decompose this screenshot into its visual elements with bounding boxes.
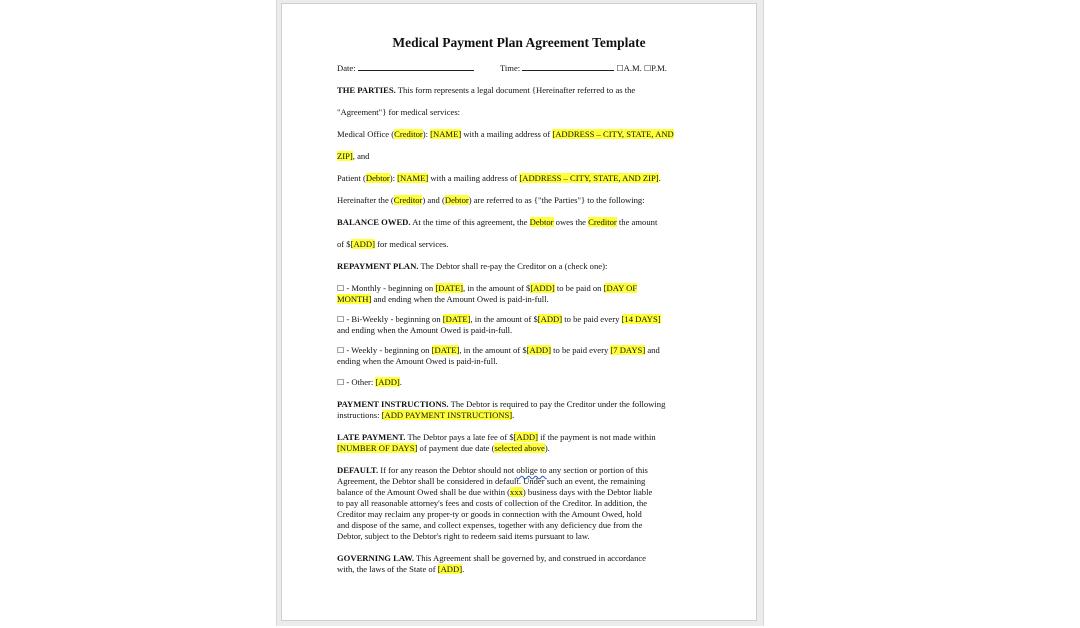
office-name-field[interactable]: [NAME] xyxy=(430,129,462,139)
payment-instructions-heading: PAYMENT INSTRUCTIONS. xyxy=(337,399,449,409)
creditor-field[interactable]: Creditor xyxy=(394,129,423,139)
balance-line-1 xyxy=(337,217,657,227)
selected-above-field[interactable]: selected above xyxy=(494,443,545,453)
day-of-month-field[interactable]: MONTH] xyxy=(337,294,372,304)
text: , in the amount of $ xyxy=(470,314,538,324)
text: The Debtor is required to pay the Creditor under the following xyxy=(448,399,666,409)
text: Medical Office ( xyxy=(337,129,395,139)
text: If for any reason the Debtor should not xyxy=(378,465,517,475)
text: At the time of this agreement, the xyxy=(410,217,530,227)
office-address-field[interactable]: ZIP] xyxy=(337,151,353,161)
text: ) business days with the Debtor liable xyxy=(522,487,653,497)
governing-law-heading: GOVERNING LAW. xyxy=(337,553,415,563)
text: - Other: xyxy=(344,377,376,387)
monthly-checkbox[interactable]: ☐ xyxy=(337,284,345,293)
text: and ending when the Amount Owed is paid-in-full. xyxy=(337,325,513,335)
text: , and xyxy=(352,151,370,161)
debtor-field[interactable]: Debtor xyxy=(444,195,469,205)
time-label: Time: xyxy=(499,63,521,73)
text: The Debtor pays a late fee of $ xyxy=(405,432,514,442)
late-payment-heading: LATE PAYMENT. xyxy=(337,432,406,442)
biweekly-amount-field[interactable]: [ADD] xyxy=(537,314,563,324)
medical-office-line-2 xyxy=(337,151,369,161)
default-section xyxy=(337,465,709,542)
text: ) and ( xyxy=(422,195,445,205)
text: any section or portion of this xyxy=(546,465,648,475)
date-time-line xyxy=(337,63,667,73)
text: with, the laws of the State of xyxy=(337,564,438,574)
late-days-field[interactable]: [NUMBER OF DAYS] xyxy=(337,443,418,453)
office-address-field[interactable]: [ADDRESS – CITY, STATE, AND xyxy=(552,129,674,139)
text: with a mailing address of xyxy=(428,173,520,183)
biweekly-date-field[interactable]: [DATE] xyxy=(442,314,471,324)
weekly-checkbox[interactable]: ☐ xyxy=(337,346,345,355)
payment-instructions xyxy=(337,399,709,421)
default-heading: DEFAULT. xyxy=(337,465,379,475)
repayment-heading: REPAYMENT PLAN. xyxy=(337,261,419,271)
text: Patient ( xyxy=(337,173,366,183)
monthly-option xyxy=(337,283,709,305)
document-page xyxy=(281,3,757,621)
late-fee-field[interactable]: [ADD] xyxy=(513,432,538,442)
text: . xyxy=(399,377,402,387)
text: . xyxy=(462,564,465,574)
text: . xyxy=(512,410,515,420)
pm-checkbox[interactable]: ☐ xyxy=(643,64,652,73)
monthly-date-field[interactable]: [DATE] xyxy=(435,283,464,293)
day-of-month-field[interactable]: [DAY OF xyxy=(603,283,638,293)
balance-heading: BALANCE OWED. xyxy=(337,217,411,227)
creditor-field[interactable]: Creditor xyxy=(588,217,617,227)
creditor-field[interactable]: Creditor xyxy=(393,195,423,205)
text: , in the amount of $ xyxy=(459,345,527,355)
debtor-field[interactable]: Debtor xyxy=(365,173,390,183)
biweekly-days-field[interactable]: [14 DAYS] xyxy=(621,314,661,324)
weekly-option xyxy=(337,345,709,367)
other-option xyxy=(337,377,402,387)
debtor-field[interactable]: Debtor xyxy=(529,217,554,227)
text: of $ xyxy=(337,239,351,249)
spellcheck-word: oblige to xyxy=(516,465,547,475)
pm-label: P.M. xyxy=(651,63,667,73)
text: to pay all reasonable attorney's fees and costs of collection of the Creditor. In addition, the xyxy=(337,498,648,508)
parties-heading: THE PARTIES. xyxy=(337,85,396,95)
text: Hereinafter the ( xyxy=(337,195,394,205)
parties-line-2 xyxy=(337,107,460,117)
text: - Weekly - beginning on xyxy=(344,345,432,355)
date-label: Date: xyxy=(337,63,356,73)
parties-text: "Agreement"} for medical services: xyxy=(337,107,461,117)
state-field[interactable]: [ADD] xyxy=(437,564,463,574)
text: balance of the Amount Owed shall be due within ( xyxy=(337,487,511,497)
date-field[interactable] xyxy=(358,63,474,71)
payment-instructions-field[interactable]: [ADD PAYMENT INSTRUCTIONS] xyxy=(381,410,513,420)
text: with a mailing address of xyxy=(461,129,553,139)
text: to be paid every xyxy=(562,314,622,324)
late-payment xyxy=(337,432,709,454)
text: to be paid on xyxy=(554,283,604,293)
medical-office-line xyxy=(337,129,674,139)
repayment-line xyxy=(337,261,607,271)
text: ending when the Amount Owed is paid-in-full. xyxy=(337,356,498,366)
text: and dispose of the same, and collect expenses, together with any deficiency due from the xyxy=(337,520,643,530)
weekly-amount-field[interactable]: [ADD] xyxy=(526,345,551,355)
weekly-date-field[interactable]: [DATE] xyxy=(431,345,460,355)
text: Debtor, subject to the Debtor's right to redeem said items pursuant to law. xyxy=(337,531,590,541)
text: and ending when the Amount Owed is paid-in-full. xyxy=(371,294,549,304)
governing-law xyxy=(337,553,709,575)
text: The Debtor shall re-pay the Creditor on a (check one): xyxy=(418,261,608,271)
text: to be paid every xyxy=(550,345,611,355)
other-checkbox[interactable]: ☐ xyxy=(337,378,345,387)
text: of payment due date ( xyxy=(417,443,495,453)
biweekly-option xyxy=(337,314,709,336)
text: for medical services. xyxy=(374,239,449,249)
balance-line-2 xyxy=(337,239,448,249)
weekly-days-field[interactable]: [7 DAYS] xyxy=(610,345,646,355)
am-checkbox[interactable]: ☐ xyxy=(616,64,624,73)
text: ). xyxy=(544,443,550,453)
text: Creditor may reclaim any proper-ty or goods in connection with the Amount Owed, hold xyxy=(337,509,642,519)
text: ): xyxy=(422,129,431,139)
text: Agreement, the Debtor shall be considered in default. Under such an event, the remaining xyxy=(337,476,646,486)
other-field[interactable]: [ADD] xyxy=(375,377,400,387)
parties-text: This form represents a legal document {Hereinafter referred to as the xyxy=(397,85,636,95)
patient-line xyxy=(337,173,661,183)
parties-line-1 xyxy=(337,85,635,95)
text: instructions: xyxy=(337,410,382,420)
am-label: A.M. xyxy=(623,63,642,73)
monthly-amount-field[interactable]: [ADD] xyxy=(530,283,555,293)
text: , in the amount of $ xyxy=(463,283,531,293)
document-title: Medical Payment Plan Agreement Template xyxy=(392,35,646,50)
text: This Agreement shall be governed by, and construed in accordance xyxy=(414,553,646,563)
text: the amount xyxy=(616,217,658,227)
text: ): xyxy=(389,173,398,183)
text: - Bi-Weekly - beginning on xyxy=(344,314,443,324)
default-days-field[interactable]: xxx xyxy=(510,487,523,497)
text: - Monthly - beginning on xyxy=(344,283,436,293)
text: ) are referred to as {"the Parties"} to the following: xyxy=(468,195,645,205)
biweekly-checkbox[interactable]: ☐ xyxy=(337,315,345,324)
text: . xyxy=(658,173,661,183)
text: owes the xyxy=(553,217,589,227)
text: if the payment is not made within xyxy=(537,432,656,442)
patient-name-field[interactable]: [NAME] xyxy=(397,173,429,183)
balance-amount-field[interactable]: [ADD] xyxy=(350,239,375,249)
time-field[interactable] xyxy=(522,63,614,71)
hereinafter-line xyxy=(337,195,645,205)
patient-address-field[interactable]: [ADDRESS – CITY, STATE, AND ZIP] xyxy=(519,173,659,183)
text: and xyxy=(645,345,660,355)
